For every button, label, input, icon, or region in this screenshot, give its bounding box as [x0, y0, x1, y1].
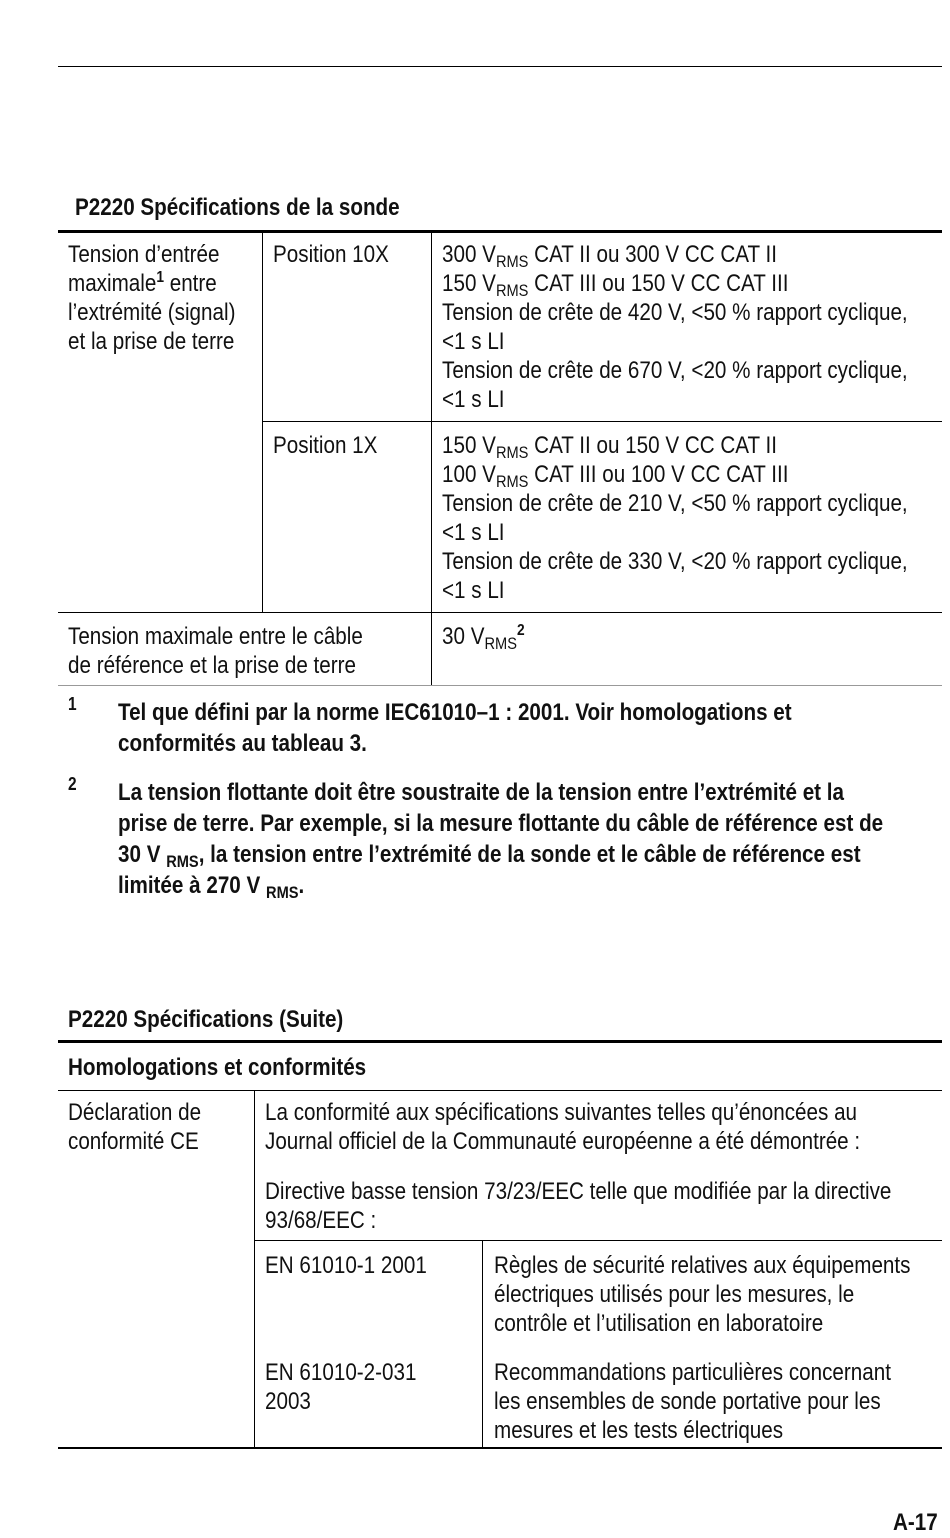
header-rule	[58, 66, 942, 67]
pos1-line3: Tension de crête de 210 V, <50 % rapport cyclique,	[442, 490, 908, 517]
row2-label-line2: de référence et la prise de terre	[68, 652, 356, 679]
pos10-line6: <1 s LI	[442, 386, 505, 413]
position-1x-label: Position 1X	[273, 432, 378, 459]
row1-label-line3: l’extrémité (signal)	[68, 299, 236, 326]
standard-2-desc-line1: Recommandations particulières concernant	[494, 1359, 891, 1386]
pos10-line3: Tension de crête de 420 V, <50 % rapport cyclique,	[442, 299, 908, 326]
row1-label-line2: maximale$^1$ entre	[68, 269, 217, 297]
ce-label-line2: conformité CE	[68, 1128, 199, 1155]
footnote-2-line2: prise de terre. Par exemple, si la mesure flottante du câble de référence est de	[118, 810, 884, 837]
table1-title: P2220 Spécifications de la sonde	[75, 194, 400, 221]
row1-label-line4: et la prise de terre	[68, 328, 235, 355]
pos1-line5: Tension de crête de 330 V, <20 % rapport cyclique,	[442, 548, 908, 575]
footnote-2-line3: 30 V $_{RMS}$, la tension entre l’extrémité de la sonde et le câble de référence est	[118, 841, 861, 871]
row2-value: 30 $V_{RMS}^2$	[442, 622, 525, 653]
standard-1-desc-line3: contrôle et l’utilisation en laboratoire	[494, 1310, 824, 1337]
pos10-line1: 300 $V_{RMS}$ CAT II ou 300 V CC CAT II	[442, 241, 777, 271]
pos1-line4: <1 s LI	[442, 519, 505, 546]
ce-label-line1: Déclaration de	[68, 1099, 202, 1126]
pos10-line4: <1 s LI	[442, 328, 505, 355]
pos1-line6: <1 s LI	[442, 577, 505, 604]
table1-hline-mid	[262, 421, 942, 422]
ce-intro-line2: Journal officiel de la Communauté européenne a été démontrée :	[265, 1128, 861, 1155]
table2-section-rule	[58, 1090, 942, 1091]
standard-1-desc-line1: Règles de sécurité relatives aux équipements	[494, 1252, 911, 1279]
table2-vline-2	[482, 1241, 483, 1448]
footnote-2-line4: limitée à 270 V $_{RMS}$.	[118, 872, 305, 902]
footnote-2-number: 2	[68, 774, 77, 794]
page-number: A-17	[893, 1509, 938, 1536]
table2-hline-standards	[254, 1240, 942, 1241]
table2-vline-1	[254, 1091, 255, 1448]
footnote-1-line2: conformités au tableau 3.	[118, 730, 367, 757]
footnote-1-line1: Tel que défini par la norme IEC61010–1 : 2001. Voir homologations et	[118, 699, 792, 726]
table2-top-rule	[58, 1040, 942, 1043]
pos10-line2: 150 $V_{RMS}$ CAT III ou 150 V CC CAT III	[442, 270, 789, 300]
table1-vline-1	[262, 233, 263, 612]
standard-1-name: EN 61010-1 2001	[265, 1252, 427, 1279]
footnote-2-line1: La tension flottante doit être soustraite de la tension entre l’extrémité et la	[118, 779, 845, 806]
standard-1-desc-line2: électriques utilisés pour les mesures, le	[494, 1281, 855, 1308]
table2-title: P2220 Spécifications (Suite)	[68, 1006, 344, 1033]
standard-2-desc-line3: mesures et les tests électriques	[494, 1417, 784, 1444]
standard-2-name-line2: 2003	[265, 1388, 311, 1415]
footnote-1-number: 1	[68, 694, 77, 714]
position-10x-label: Position 10X	[273, 241, 389, 268]
table1-bottom-rule	[58, 685, 942, 686]
ce-directive-line1: Directive basse tension 73/23/EEC telle que modifiée par la directive	[265, 1178, 892, 1205]
pos1-line2: 100 $V_{RMS}$ CAT III ou 100 V CC CAT III	[442, 461, 789, 491]
standard-2-name-line1: EN 61010-2-031	[265, 1359, 417, 1386]
standard-2-desc-line2: les ensembles de sonde portative pour les	[494, 1388, 881, 1415]
ce-intro-line1: La conformité aux spécifications suivantes telles qu’énoncées au	[265, 1099, 858, 1126]
row2-label-line1: Tension maximale entre le câble	[68, 623, 363, 650]
table1-top-rule	[58, 230, 942, 233]
row1-label-line1: Tension d’entrée	[68, 241, 220, 268]
table1-vline-2	[431, 233, 432, 685]
table1-hline-row2	[58, 612, 942, 613]
table2-bottom-rule	[58, 1447, 942, 1449]
ce-directive-line2: 93/68/EEC :	[265, 1207, 377, 1234]
table2-section-heading: Homologations et conformités	[68, 1054, 367, 1081]
pos10-line5: Tension de crête de 670 V, <20 % rapport cyclique,	[442, 357, 908, 384]
pos1-line1: 150 $V_{RMS}$ CAT II ou 150 V CC CAT II	[442, 432, 777, 462]
